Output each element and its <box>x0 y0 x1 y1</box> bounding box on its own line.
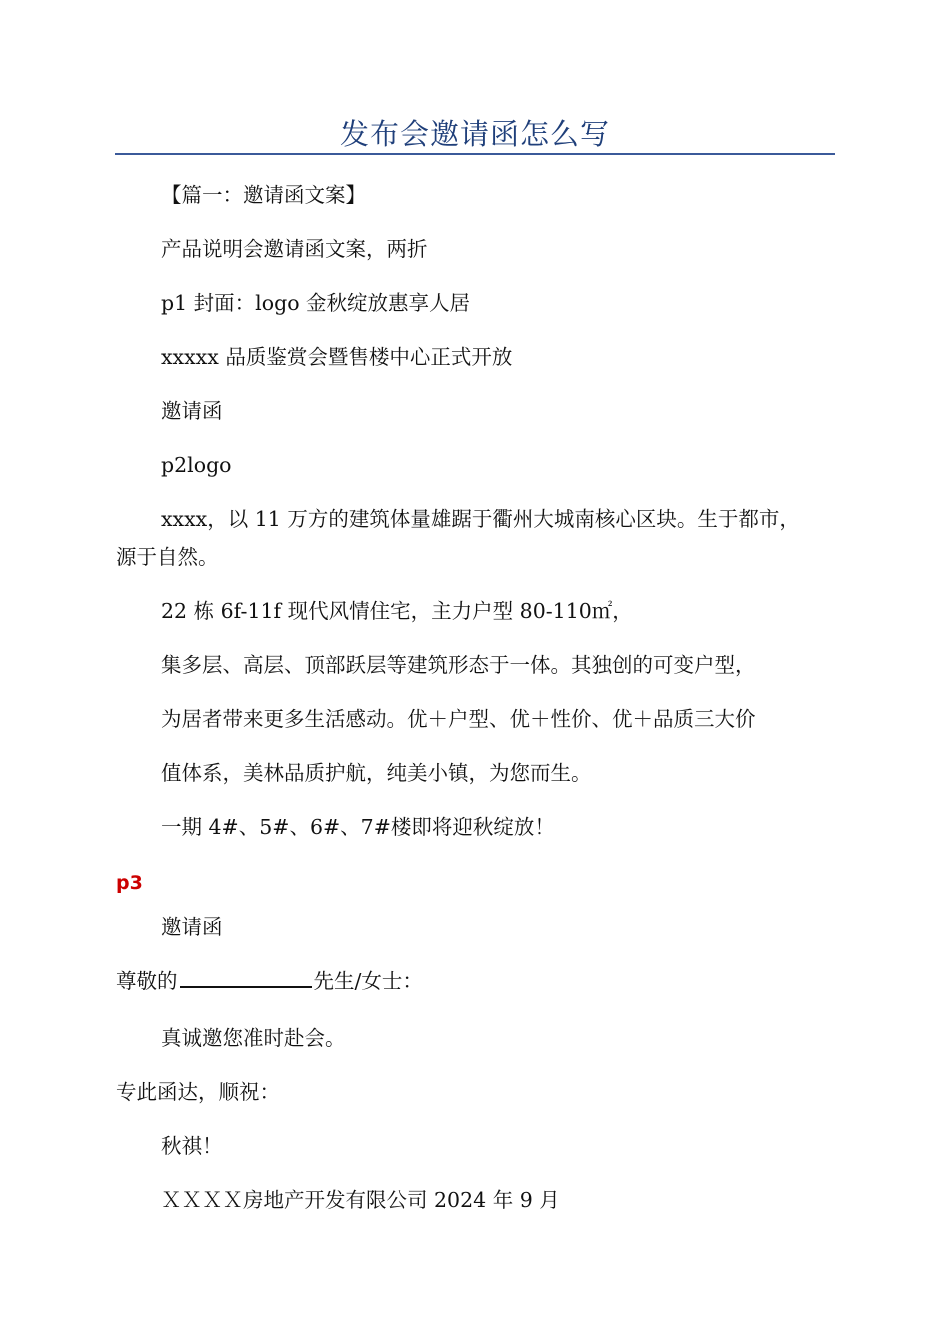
invitation-label: 邀请函 <box>161 399 223 423</box>
invitation-label-2: 邀请函 <box>161 915 223 939</box>
p3-heading: p3 <box>116 872 143 894</box>
wish-paragraph: 秋祺！ <box>161 1134 223 1158</box>
values-paragraph: 为居者带来更多生活感动。优＋户型、优＋性价、优＋品质三大价 <box>161 707 756 731</box>
phase-paragraph: 一期 4#、5#、6#、7#楼即将迎秋绽放！ <box>161 815 555 839</box>
sincere-paragraph: 真诚邀您准时赴会。 <box>161 1026 346 1050</box>
system-paragraph: 值体系，美林品质护航，纯美小镇，为您而生。 <box>161 761 592 785</box>
title-underline <box>115 153 835 155</box>
closing-paragraph: 专此函达，顺祝： <box>116 1080 280 1104</box>
salutation-suffix: 先生/女士： <box>313 969 423 993</box>
description-paragraph: xxxx，以 11 万方的建筑体量雄踞于衢州大城南核心区块。生于都市，源于自然。 <box>116 507 800 569</box>
units-paragraph: 22 栋 6f-11f 现代风情住宅，主力户型 80-110㎡， <box>161 599 633 623</box>
signature-paragraph: ＸＸＸＸ房地产开发有限公司 2024 年 9 月 <box>161 1188 560 1212</box>
forms-paragraph: 集多层、高层、顶部跃层等建筑形态于一体。其独创的可变户型， <box>161 653 756 677</box>
p2-logo-paragraph: p2logo <box>161 453 232 477</box>
section-heading: 【篇一：邀请函文案】 <box>161 183 366 207</box>
name-blank-line <box>180 964 312 988</box>
page-title: 发布会邀请函怎么写 <box>339 117 610 151</box>
intro-paragraph: 产品说明会邀请函文案，两折 <box>161 237 428 261</box>
event-paragraph: xxxxx 品质鉴赏会暨售楼中心正式开放 <box>161 345 513 369</box>
cover-paragraph: p1 封面：logo 金秋绽放惠享人居 <box>161 291 471 315</box>
salutation-line <box>116 962 423 1000</box>
salutation-prefix: 尊敬的 <box>116 969 178 993</box>
